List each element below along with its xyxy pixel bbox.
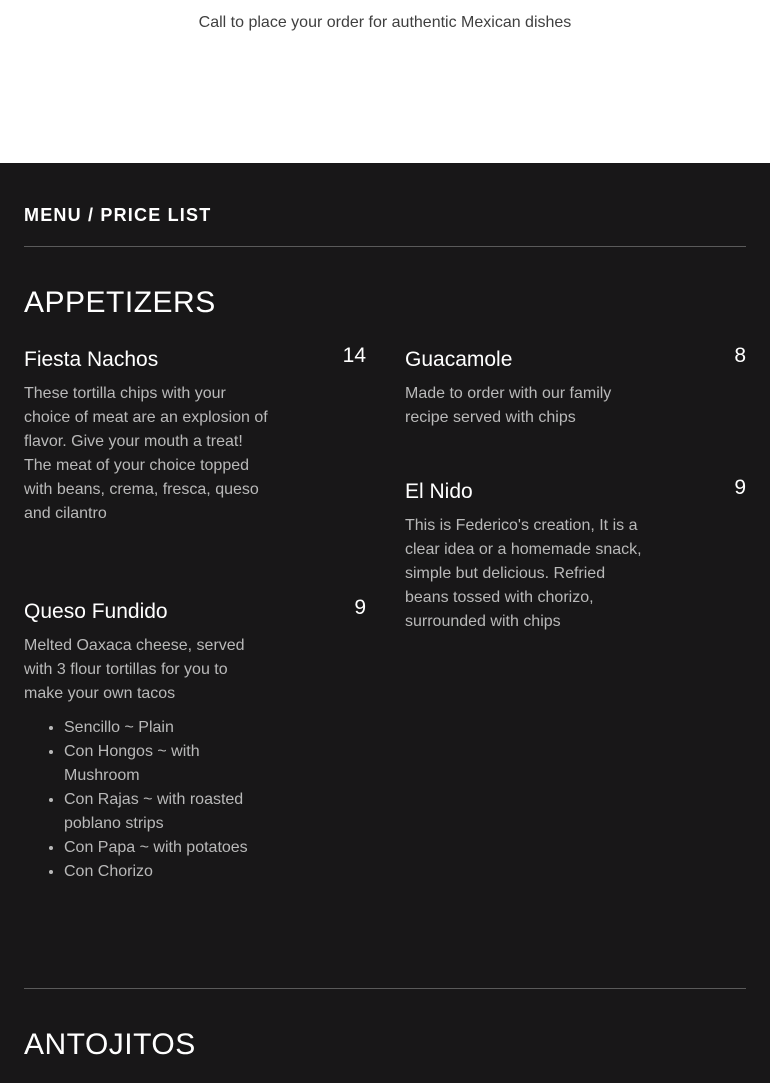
section-divider <box>24 988 746 989</box>
item-price: 14 <box>342 344 366 367</box>
item-price: 8 <box>734 344 746 367</box>
item-price: 9 <box>354 596 366 619</box>
section-title-antojitos: ANTOJITOS <box>24 1028 196 1061</box>
options-list <box>24 716 270 884</box>
option-item: • Con Hongos ~ with Mushroom <box>64 740 270 788</box>
item-name: Fiesta Nachos <box>24 348 159 371</box>
option-item: • Sencillo ~ Plain <box>64 716 270 740</box>
item-description: These tortilla chips with your choice of meat are an explosion of flavor. Give your mouth a treat! The meat of your choice topped with beans, crema, fresca, queso and cilantro <box>24 385 268 522</box>
header-section <box>0 0 770 163</box>
item-description: Made to order with our family recipe served with chips <box>405 385 612 426</box>
option-item: • Con Rajas ~ with roasted poblano strips <box>64 788 270 836</box>
menu-heading: MENU / PRICE LIST <box>24 205 212 225</box>
order-tagline: Call to place your order for authentic Mexican dishes <box>198 14 572 31</box>
item-description: Melted Oaxaca cheese, served with 3 flour tortillas for you to make your own tacos <box>24 637 245 702</box>
item-description: This is Federico's creation, It is a clear idea or a homemade snack, simple but delicious. Refried beans tossed with chorizo, surrounded with chips <box>405 517 642 630</box>
menu-divider <box>24 246 746 247</box>
option-item: • Con Papa ~ with potatoes <box>64 836 270 860</box>
item-name: Guacamole <box>405 348 513 371</box>
section-title-appetizers: APPETIZERS <box>24 286 216 319</box>
item-name: El Nido <box>405 480 473 503</box>
option-item: • Con Chorizo <box>64 860 270 884</box>
item-price: 9 <box>734 476 746 499</box>
menu-section <box>0 163 770 1083</box>
item-name: Queso Fundido <box>24 600 168 623</box>
